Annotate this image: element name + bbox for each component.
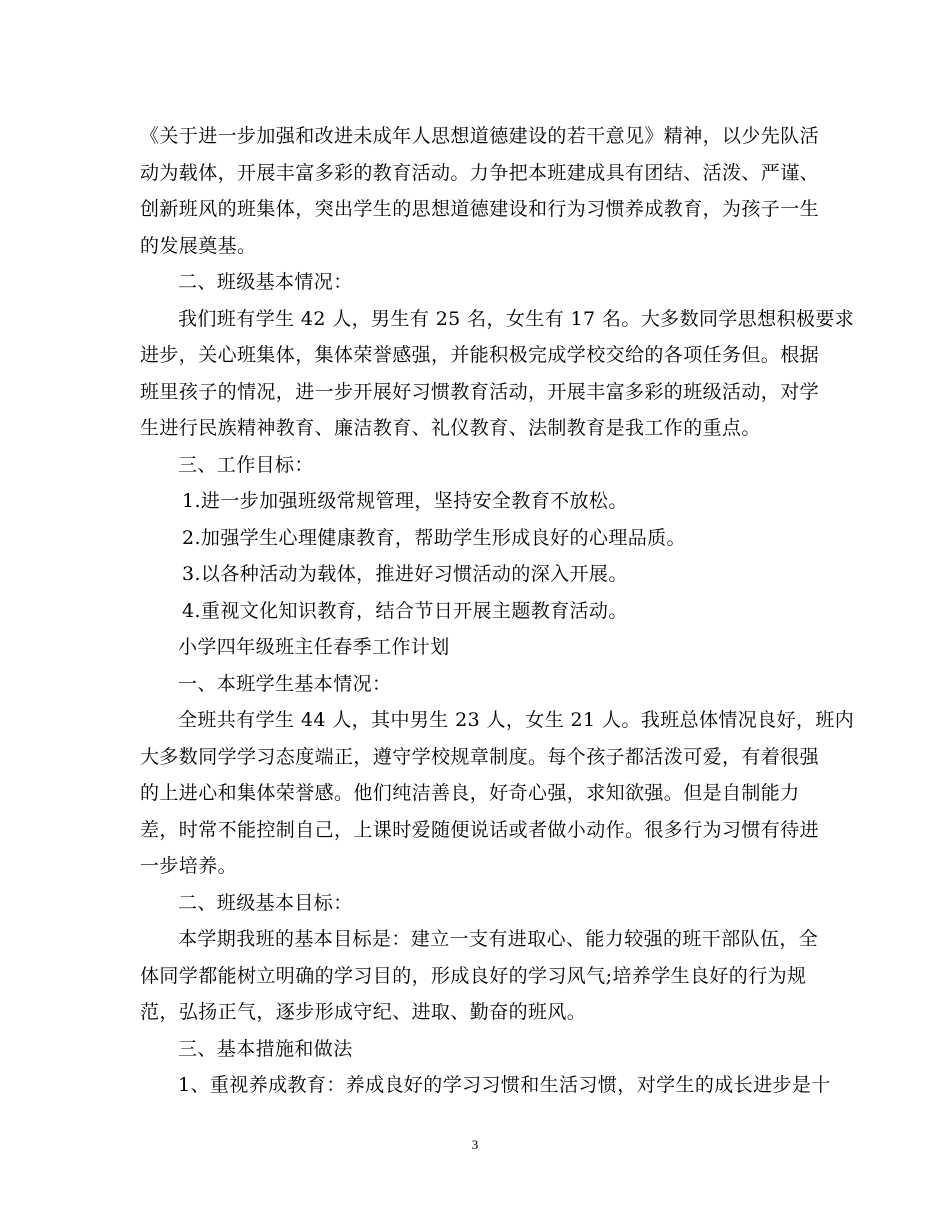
text-line: 二、班级基本情况： bbox=[178, 271, 353, 293]
text-line: 的发展奠基。 bbox=[140, 234, 257, 257]
document-body bbox=[140, 118, 855, 1104]
text-line: 三、工作目标： bbox=[178, 453, 314, 476]
text-line: 进步，关心班集体，集体荣誉感强，并能积极完成学校交给的各项任务但。根据 bbox=[140, 344, 820, 366]
text-line: 1、重视养成教育：养成良好的学习习惯和生活习惯，对学生的成长进步是十 bbox=[178, 1074, 831, 1096]
text-line: 三、基本措施和做法 bbox=[178, 1037, 353, 1060]
text-line: 的上进心和集体荣誉感。他们纯洁善良，好奇心强，求知欲强。但是自制能力 bbox=[140, 782, 800, 804]
text-line: 全班共有学生 44 人，其中男生 23 人，女生 21 人。我班总体情况良好，班内 bbox=[178, 709, 855, 731]
text-line: 一步培养。 bbox=[140, 855, 238, 877]
text-line: 一、本班学生基本情况： bbox=[178, 672, 392, 695]
text-line: 班里孩子的情况，进一步开展好习惯教育活动，开展丰富多彩的班级活动，对学 bbox=[140, 380, 820, 403]
text-line: 4.重视文化知识教育，结合节日开展主题教育活动。 bbox=[182, 599, 628, 622]
text-line: 体同学都能树立明确的学习目的，形成良好的学习风气;培养学生良好的行为规 bbox=[140, 964, 807, 987]
text-line: 1.进一步加强班级常规管理，坚持安全教育不放松。 bbox=[182, 490, 628, 512]
text-line: 范，弘扬正气，逐步形成守纪、进取、勤奋的班风。 bbox=[140, 1001, 587, 1023]
text-line: 小学四年级班主任春季工作计划 bbox=[178, 636, 450, 658]
text-line: 本学期我班的基本目标是：建立一支有进取心、能力较强的班干部队伍，全 bbox=[178, 928, 819, 950]
page-number: 3 bbox=[471, 1137, 479, 1152]
text-line: 二、班级基本目标： bbox=[178, 891, 353, 914]
text-line: 创新班风的班集体，突出学生的思想道德建设和行为习惯养成教育，为孩子一生 bbox=[140, 198, 820, 220]
text-line: 2.加强学生心理健康教育，帮助学生形成良好的心理品质。 bbox=[182, 526, 686, 549]
text-line: 差，时常不能控制自己，上课时爱随便说话或者做小动作。很多行为习惯有待进 bbox=[140, 818, 820, 841]
text-line: 大多数同学学习态度端正，遵守学校规章制度。每个孩子都活泼可爱，有着很强 bbox=[140, 745, 820, 768]
text-line: 生进行民族精神教育、廉洁教育、礼仪教育、法制教育是我工作的重点。 bbox=[140, 417, 761, 439]
text-line: 动为载体，开展丰富多彩的教育活动。力争把本班建成具有团结、活泼、严谨、 bbox=[140, 161, 820, 184]
text-line: 《关于进一步加强和改进未成年人思想道德建设的若干意见》精神，以少先队活 bbox=[140, 125, 820, 147]
text-line: 3.以各种活动为载体，推进好习惯活动的深入开展。 bbox=[182, 563, 628, 585]
text-line: 我们班有学生 42 人，男生有 25 名，女生有 17 名。大多数同学思想积极要求 bbox=[178, 307, 855, 330]
